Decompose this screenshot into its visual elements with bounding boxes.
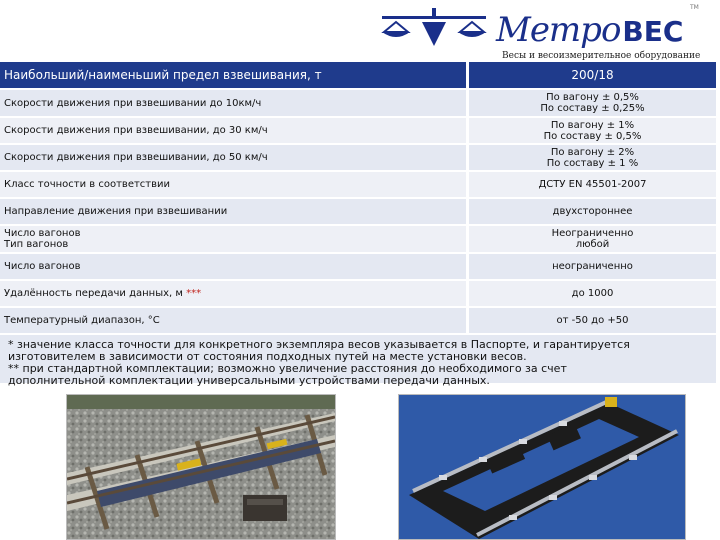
row-value xyxy=(468,225,717,253)
header-value: 200/18 xyxy=(468,62,717,89)
row-value xyxy=(468,89,717,117)
row-param-line: Число вагонов xyxy=(4,228,81,239)
scale-platform-photo xyxy=(398,394,686,540)
table-row xyxy=(0,144,716,171)
rail-track-image xyxy=(67,395,335,539)
row-param xyxy=(0,280,468,307)
brand-name xyxy=(496,10,683,50)
row-value-line: Неограниченно xyxy=(551,228,634,239)
row-param: Направление движения при взвешивании xyxy=(0,198,468,225)
row-value: до 1000 xyxy=(468,280,717,307)
table-row xyxy=(0,225,716,253)
footnote-line: дополнительной комплектации универсальными устройствами передачи данных. xyxy=(8,374,490,387)
table-row xyxy=(0,171,716,198)
row-value-line: По составу ± 0,5% xyxy=(543,130,642,142)
table-row xyxy=(0,280,716,307)
row-param: Скорости движения при взвешивании, до 30 км/ч xyxy=(0,117,468,144)
row-param xyxy=(0,225,468,253)
footnote-line: ** при стандартной комплектации; возможно увеличение расстояния до необходимого за счет xyxy=(8,362,567,375)
row-value-line: любой xyxy=(575,239,610,250)
brand-name-part2: ВЕС xyxy=(622,15,684,48)
row-param: Температурный диапазон, °С xyxy=(0,307,468,334)
header-param: Наибольший/наименьший предел взвешивания, т xyxy=(0,62,468,89)
footnote-mark: *** xyxy=(186,288,202,299)
row-value: ДСТУ EN 45501-2007 xyxy=(468,171,717,198)
table-row xyxy=(0,307,716,334)
rail-scale-photo xyxy=(66,394,336,540)
table-header-row xyxy=(0,62,716,89)
row-value: неограниченно xyxy=(468,253,717,280)
table-row xyxy=(0,117,716,144)
row-value-line: По вагону ± 0,5% xyxy=(546,92,639,103)
row-value: от -50 до +50 xyxy=(468,307,717,334)
table-row xyxy=(0,198,716,225)
row-param: Число вагонов xyxy=(0,253,468,280)
row-param: Скорости движения при взвешивании до 10км/ч xyxy=(0,89,468,117)
row-param: Класс точности в соответствии xyxy=(0,171,468,198)
footnote-line: * значение класса точности для конкретного экземпляра весов указывается в Паспорте, и гарантируется xyxy=(8,338,630,351)
row-param: Скорости движения при взвешивании, до 50 км/ч xyxy=(0,144,468,171)
footnotes xyxy=(0,335,716,387)
specs-table xyxy=(0,62,716,387)
row-value xyxy=(468,117,717,144)
scales-logo-icon xyxy=(378,6,490,50)
brand-tagline: Весы и весоизмерительное оборудование xyxy=(502,51,701,61)
row-value xyxy=(468,144,717,171)
row-value-line: По вагону ± 1% xyxy=(550,119,635,131)
row-param-text: Удалённость передачи данных, м xyxy=(4,288,183,299)
row-value: двухстороннее xyxy=(468,198,717,225)
brand-name-part1: Метро xyxy=(496,10,621,50)
row-value-line: По составу ± 0,25% xyxy=(540,103,645,114)
scale-frame-image xyxy=(399,395,685,539)
table-row xyxy=(0,89,716,117)
row-value-line: По составу ± 1 % xyxy=(546,157,639,169)
row-value-line: По вагону ± 2% xyxy=(550,146,635,158)
footnote-line: изготовителем в зависимости от состояния подходных путей на месте установки весов. xyxy=(8,350,527,363)
row-param-line: Тип вагонов xyxy=(4,239,69,250)
trademark-mark: TM xyxy=(690,4,699,11)
table-row xyxy=(0,253,716,280)
